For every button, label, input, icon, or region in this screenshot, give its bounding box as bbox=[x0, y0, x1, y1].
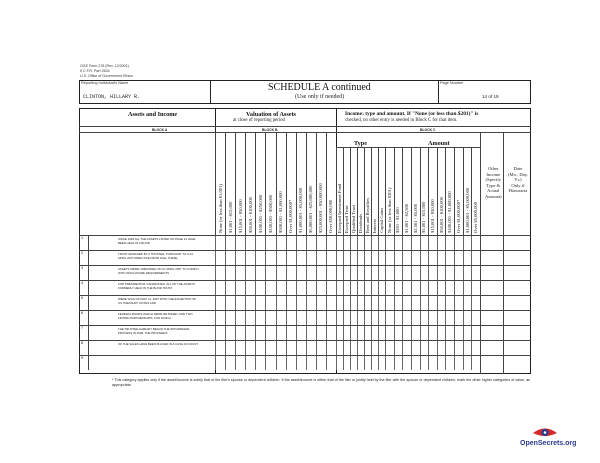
valuation-subheading: at close of reporting period bbox=[233, 118, 285, 123]
page-subtitle: (Use only if needed) bbox=[295, 94, 345, 100]
amount-col-2-label: $1,001 - $2,500 bbox=[404, 203, 410, 233]
row-number: 3 bbox=[81, 266, 84, 270]
page-number-label: Page Number bbox=[440, 81, 464, 85]
block-a-label: BLOCK A bbox=[152, 128, 168, 132]
type-col-2 bbox=[350, 147, 357, 235]
date-heading: Date (Mo., Day, Yr.) Only if Honoraria bbox=[508, 166, 528, 194]
row-number: 1 bbox=[81, 236, 84, 240]
valuation-col-6-label: $500,001 - $1,000,000 bbox=[278, 191, 284, 233]
row-number: 2 bbox=[81, 251, 84, 255]
amount-heading: Amount bbox=[428, 140, 450, 147]
valuation-col-5 bbox=[265, 132, 275, 235]
valuation-col-7-label: Over $1,000,000* bbox=[288, 199, 294, 233]
valuation-col-0 bbox=[215, 132, 225, 235]
valuation-col-11-label: Over $50,000,000 bbox=[328, 199, 334, 233]
amount-col-3 bbox=[411, 147, 420, 235]
type-col-1-label: Excepted Trust bbox=[344, 205, 349, 233]
amount-col-9-label: $1,000,001 - $5,000,000 bbox=[464, 187, 470, 233]
type-col-4 bbox=[364, 147, 371, 235]
valuation-col-2 bbox=[235, 132, 245, 235]
income-subheading: checked, no other entry is needed in Block C for that item. bbox=[345, 118, 458, 123]
type-col-4-label: Rent and Royalties bbox=[365, 198, 370, 233]
amount-col-5-label: $15,001 - $50,000 bbox=[429, 199, 435, 233]
type-col-6-label: Capital Gains bbox=[379, 207, 384, 233]
amount-col-9 bbox=[463, 147, 472, 235]
amount-col-10-label: Over $5,000,000 bbox=[473, 201, 479, 233]
row-number: 9 bbox=[81, 356, 84, 360]
form-agency: U.S. Office of Government Ethics bbox=[80, 73, 133, 78]
amount-col-4-label: $5,001 - $15,000 bbox=[421, 201, 427, 233]
row-description: WERE SOLD ON MAY 11, 2007 WITH THE EXCEPTION OF US TREASURY NOTES AND bbox=[118, 297, 197, 305]
type-col-6 bbox=[378, 147, 385, 235]
valuation-col-1-label: $1,001 - $15,000 bbox=[227, 201, 233, 233]
reporting-name: CLINTON, HILLARY R. bbox=[83, 94, 141, 100]
valuation-col-3 bbox=[245, 132, 255, 235]
amount-col-5 bbox=[428, 147, 437, 235]
valuation-col-1 bbox=[225, 132, 235, 235]
amount-col-3-label: $2,501 - $5,000 bbox=[412, 203, 418, 233]
row-number: 7 bbox=[81, 326, 84, 330]
amount-col-7-label: $100,001 - $1,000,000 bbox=[447, 191, 453, 233]
other-income-heading: Other Income (Specify Type & Actual Amount) bbox=[485, 166, 502, 199]
valuation-col-2-label: $15,001 - $50,000 bbox=[237, 199, 243, 233]
row-description: THE TRUSTEE ALREADY BEGAN THE WITHDRAWAL PROCESS IN 2006. THE PROCEEDS bbox=[118, 327, 190, 335]
eye-logo-icon bbox=[532, 427, 558, 438]
valuation-col-8 bbox=[296, 132, 306, 235]
amount-col-8-label: Over $1,000,000* bbox=[455, 199, 461, 233]
amount-col-6-label: $50,001 - $100,000 bbox=[438, 197, 444, 233]
valuation-col-9-label: $5,000,001 - $25,000,000 bbox=[308, 185, 314, 233]
amount-col-0-label: None (or less than $201) bbox=[386, 187, 392, 233]
form-number: OGE Form 278 (Rev. 12/2001) bbox=[80, 64, 129, 68]
valuation-col-4-label: $100,001 - $250,000 bbox=[257, 194, 263, 233]
type-col-5-label: Interest bbox=[372, 219, 377, 233]
footnote: * This category applies only if the asset/income is solely that of the filer's spouse or dependent children. If the asset/income is either that of the filer or jointly held by the filer with the spouse or dependent children, mark the other higher categories of value, as appropriate. bbox=[112, 378, 530, 387]
row-number: 4 bbox=[81, 281, 84, 285]
valuation-col-10-label: $25,000,001 - $50,000,000 bbox=[318, 183, 324, 233]
valuation-col-11 bbox=[326, 132, 336, 235]
amount-col-1 bbox=[394, 147, 403, 235]
row-description: ASSETS WERE UNBLINDED ON 27 APRIL 2007 TO COMPLY WITH DISCLOSURE REQUIREMENTS bbox=[118, 267, 200, 275]
reporting-name-label: Reporting Individual's Name bbox=[81, 81, 129, 85]
income-heading: Income: type and amount. If "None (or less than $201)" is bbox=[345, 111, 479, 117]
amount-col-10 bbox=[471, 147, 480, 235]
valuation-col-6 bbox=[276, 132, 286, 235]
amount-col-8 bbox=[454, 147, 463, 235]
row-description: OF THE SALES HAVE BEEN PLACED IN A CASH ACCOUNT. bbox=[118, 342, 199, 346]
valuation-heading: Valuation of Assets bbox=[246, 111, 296, 118]
valuation-col-10 bbox=[316, 132, 326, 235]
assets-income-heading: Assets and Income bbox=[128, 111, 178, 118]
page-number: 14 of 19 bbox=[482, 94, 499, 99]
form-identifier bbox=[80, 64, 133, 78]
type-col-0 bbox=[336, 147, 343, 235]
valuation-col-9 bbox=[306, 132, 316, 235]
amount-col-6 bbox=[437, 147, 446, 235]
amount-col-4 bbox=[420, 147, 429, 235]
row-description: FOR PRESIDENTIAL CANDIDATES. ALL OF THE ASSETS FORMERLY HELD IN THE BLIND TRUST bbox=[118, 282, 195, 290]
block-b-label: BLOCK B bbox=[262, 128, 278, 132]
row-description: SINCE 1993 ALL THE ASSETS LISTED ON PAGE 13 HAVE BEEN HELD IN A BLIND bbox=[118, 237, 196, 245]
type-col-1 bbox=[343, 147, 350, 235]
row-description: FEDERAL BONDS WHICH WERE RETAINED, AND TWO LIMITED PARTNERSHIPS, FOR WHICH bbox=[118, 312, 193, 320]
amount-col-2 bbox=[402, 147, 411, 235]
type-col-5 bbox=[371, 147, 378, 235]
row-description: TRUST MANAGED BY A TRUSTEE, PURSUANT TO A 24 APRIL 2007 DIRECTIVE FROM OGE, THESE bbox=[118, 252, 193, 260]
amount-col-0 bbox=[385, 147, 394, 235]
type-col-3 bbox=[357, 147, 364, 235]
type-heading: Type bbox=[354, 140, 367, 147]
amount-col-1-label: $201 - $1,000 bbox=[395, 207, 401, 233]
row-number: 8 bbox=[81, 341, 84, 345]
valuation-col-8-label: $1,000,001 - $5,000,000 bbox=[298, 187, 304, 233]
valuation-col-0-label: None (or less than $1,001) bbox=[217, 184, 223, 233]
valuation-col-5-label: $250,001 - $500,000 bbox=[267, 194, 273, 233]
type-col-3-label: Dividends bbox=[358, 214, 363, 233]
valuation-col-3-label: $50,001 - $100,000 bbox=[247, 197, 253, 233]
opensecrets-logo-text: OpenSecrets.org bbox=[520, 440, 577, 447]
row-number: 5 bbox=[81, 296, 84, 300]
valuation-col-7 bbox=[286, 132, 296, 235]
form-cfr: 5 C.F.R. Part 2634 bbox=[80, 68, 110, 73]
type-col-0-label: Excepted Investment Fund bbox=[337, 183, 342, 233]
amount-col-7 bbox=[445, 147, 454, 235]
row-number: 6 bbox=[81, 311, 84, 315]
page-title: SCHEDULE A continued bbox=[268, 82, 371, 93]
valuation-col-4 bbox=[255, 132, 265, 235]
type-col-2-label: Qualified Trust bbox=[351, 205, 356, 233]
block-c-label: BLOCK C bbox=[420, 128, 436, 132]
